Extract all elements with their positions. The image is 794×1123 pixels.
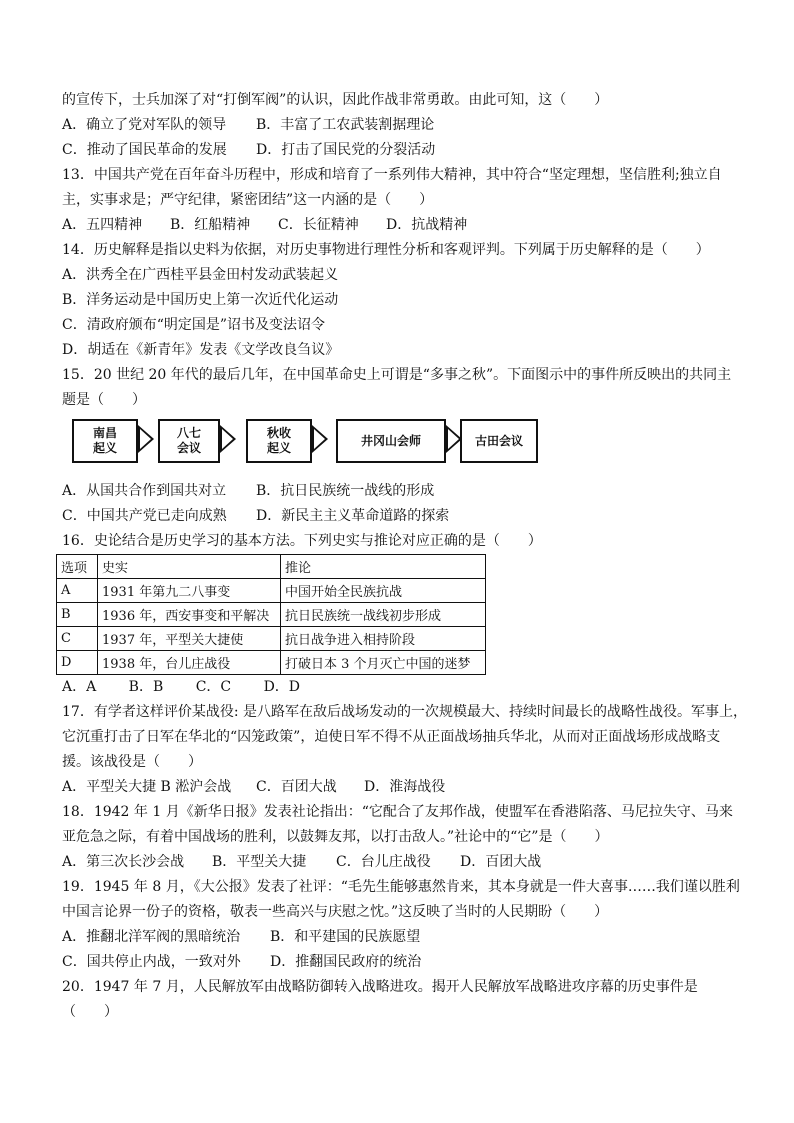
question-16-options: A．A B．B C．C D．D <box>62 679 301 695</box>
table-row <box>57 579 486 603</box>
table-cell: 中国开始全民族抗战 <box>281 579 486 603</box>
question-14-stem: 14．历史解释是指以史料为依据，对历史事物进行理性分析和客观评判。下列属于历史解释的是（ ） <box>62 242 710 258</box>
table-cell: 打破日本 3 个月灭亡中国的迷梦 <box>281 651 486 675</box>
question-17-stem: 17．有学者这样评价某战役: 是八路军在敌后战场发动的一次规模最大、持续时间最长的战略性战役。军事上， <box>62 704 747 720</box>
table-cell: 抗日民族统一战线初步形成 <box>281 603 486 627</box>
option-a: A．五四精神 <box>62 217 143 233</box>
option-c: C．国共停止内战，一致对外 <box>62 954 241 970</box>
option-b: B．丰富了工农武装割据理论 <box>256 117 435 133</box>
question-15-options-ab <box>62 479 742 504</box>
question-12-options-ab <box>62 113 742 138</box>
question-15-stem-cont: 题是（ ） <box>62 392 146 408</box>
table-header: 史实 <box>98 555 281 579</box>
flow-arrow <box>312 425 328 453</box>
option-c: C．中国共产党已走向成熟 <box>62 508 227 524</box>
table-header: 推论 <box>281 555 486 579</box>
table-cell: 1937 年，平型关大捷使 <box>98 627 281 651</box>
option-a: A．第三次长沙会战 <box>62 854 185 870</box>
option-d: D．推翻国民政府的统治 <box>270 954 422 970</box>
question-19-stem-cont: 中国言论界一份子的资格，敬表一些高兴与庆慰之忱。”这反映了当时的人民期盼（ ） <box>62 904 609 920</box>
question-18-options <box>62 850 742 875</box>
flow-box-bayi: 八七 会议 <box>158 419 220 463</box>
option-c: C．推动了国民革命的发展 <box>62 142 227 158</box>
option-d: D．抗战精神 <box>386 217 468 233</box>
option-b: B．洋务运动是中国历史上第一次近代化运动 <box>62 292 339 308</box>
question-20-stem: 20．1947 年 7 月，人民解放军由战略防御转入战略进攻。揭开人民解放军战略进攻序幕的历史事件是 <box>62 979 698 995</box>
table-cell: 1938 年，台儿庄战役 <box>98 651 281 675</box>
table-header-row <box>57 555 486 579</box>
question-12-continuation: 的宣传下，士兵加深了对“打倒军阀”的认识，因此作战非常勇敢。由此可知，这（ ） <box>62 92 609 108</box>
question-17-options <box>62 775 742 800</box>
option-c: C．百团大战 <box>256 779 337 795</box>
question-13-stem-cont: 主，实事求是；严守纪律，紧密团结”这一内涵的是（ ） <box>62 192 434 208</box>
option-d: D．打击了国民党的分裂活动 <box>256 142 436 158</box>
table-cell: 1936 年，西安事变和平解决 <box>98 603 281 627</box>
event-flow-diagram <box>62 415 742 475</box>
option-d: D．淮海战役 <box>364 779 446 795</box>
option-d: D．新民主主义革命道路的探索 <box>256 508 450 524</box>
table-cell: A <box>57 579 98 603</box>
flow-arrow <box>220 425 236 453</box>
table-cell: 1931 年第九二八事变 <box>98 579 281 603</box>
question-12-options-cd <box>62 138 742 163</box>
option-a: A．洪秀全在广西桂平县金田村发动武装起义 <box>62 267 339 283</box>
question-18-stem: 18．1942 年 1 月《新华日报》发表社论指出：“它配合了友邦作战，使盟军在香港陷落、马尼拉失守、马来 <box>62 804 733 820</box>
option-a: A．从国共合作到国共对立 <box>62 483 227 499</box>
table-row <box>57 627 486 651</box>
question-13-options <box>62 213 742 238</box>
question-19-options-cd <box>62 950 742 975</box>
table-row <box>57 651 486 675</box>
option-d: D．百团大战 <box>460 854 542 870</box>
option-b: B．抗日民族统一战线的形成 <box>256 483 435 499</box>
option-c: C．长征精神 <box>278 217 359 233</box>
question-19-options-ab <box>62 925 742 950</box>
table-header: 选项 <box>57 555 98 579</box>
question-16-stem: 16．史论结合是历史学习的基本方法。下列史实与推论对应正确的是（ ） <box>62 533 542 549</box>
option-c: C．清政府颁布“明定国是”诏书及变法诏令 <box>62 317 326 333</box>
flow-box-gutian: 古田会议 <box>460 419 538 463</box>
option-b: B．和平建国的民族愿望 <box>270 929 421 945</box>
table-cell: D <box>57 651 98 675</box>
question-17-stem-end: 援。该战役是（ ） <box>62 754 202 770</box>
option-ab: A．平型关大捷 B 淞沪会战 <box>62 779 232 795</box>
table-cell: C <box>57 627 98 651</box>
question-15-stem: 15．20 世纪 20 年代的最后几年，在中国革命史上可谓是“多事之秋”。下面图示中的事件所反映出的共同主 <box>62 367 732 383</box>
option-d: D．胡适在《新青年》发表《文学改良刍议》 <box>62 342 340 358</box>
table-cell: B <box>57 603 98 627</box>
flow-arrow <box>138 425 154 453</box>
option-b: B．平型关大捷 <box>212 854 307 870</box>
question-18-stem-cont: 亚危急之际，有着中国战场的胜利，以鼓舞友邦，以打击敌人。”社论中的“它”是（ ） <box>62 829 609 845</box>
flow-box-nanchang: 南昌 起义 <box>72 419 138 463</box>
question-20-stem-cont: （ ） <box>62 1004 118 1020</box>
flow-box-jinggangshan: 井冈山会师 <box>336 419 446 463</box>
question-13-stem: 13．中国共产党在百年奋斗历程中，形成和培育了一系列伟大精神，其中符合“坚定理想，坚信胜利;独立自 <box>62 167 722 183</box>
option-b: B．红船精神 <box>170 217 251 233</box>
table-cell: 抗日战争进入相持阶段 <box>281 627 486 651</box>
flow-box-qiushou: 秋收 起义 <box>246 419 312 463</box>
question-17-stem-cont: 它沉重打击了日军在华北的“囚笼政策”，迫使日军不得不从正面战场抽兵华北，从而对正面战场形成战略支 <box>62 729 721 745</box>
option-c: C．台儿庄战役 <box>336 854 431 870</box>
question-19-stem: 19．1945 年 8 月，《大公报》发表了社评：“毛先生能够惠然肯来，其本身就是一件大喜事……我们谨以胜利 <box>62 879 740 895</box>
option-a: A．推翻北洋军阀的黑暗统治 <box>62 929 241 945</box>
exam-page <box>61 88 747 1025</box>
question-15-options-cd <box>62 504 742 529</box>
history-table <box>56 554 486 675</box>
option-a: A．确立了党对军队的领导 <box>62 117 227 133</box>
table-row <box>57 603 486 627</box>
